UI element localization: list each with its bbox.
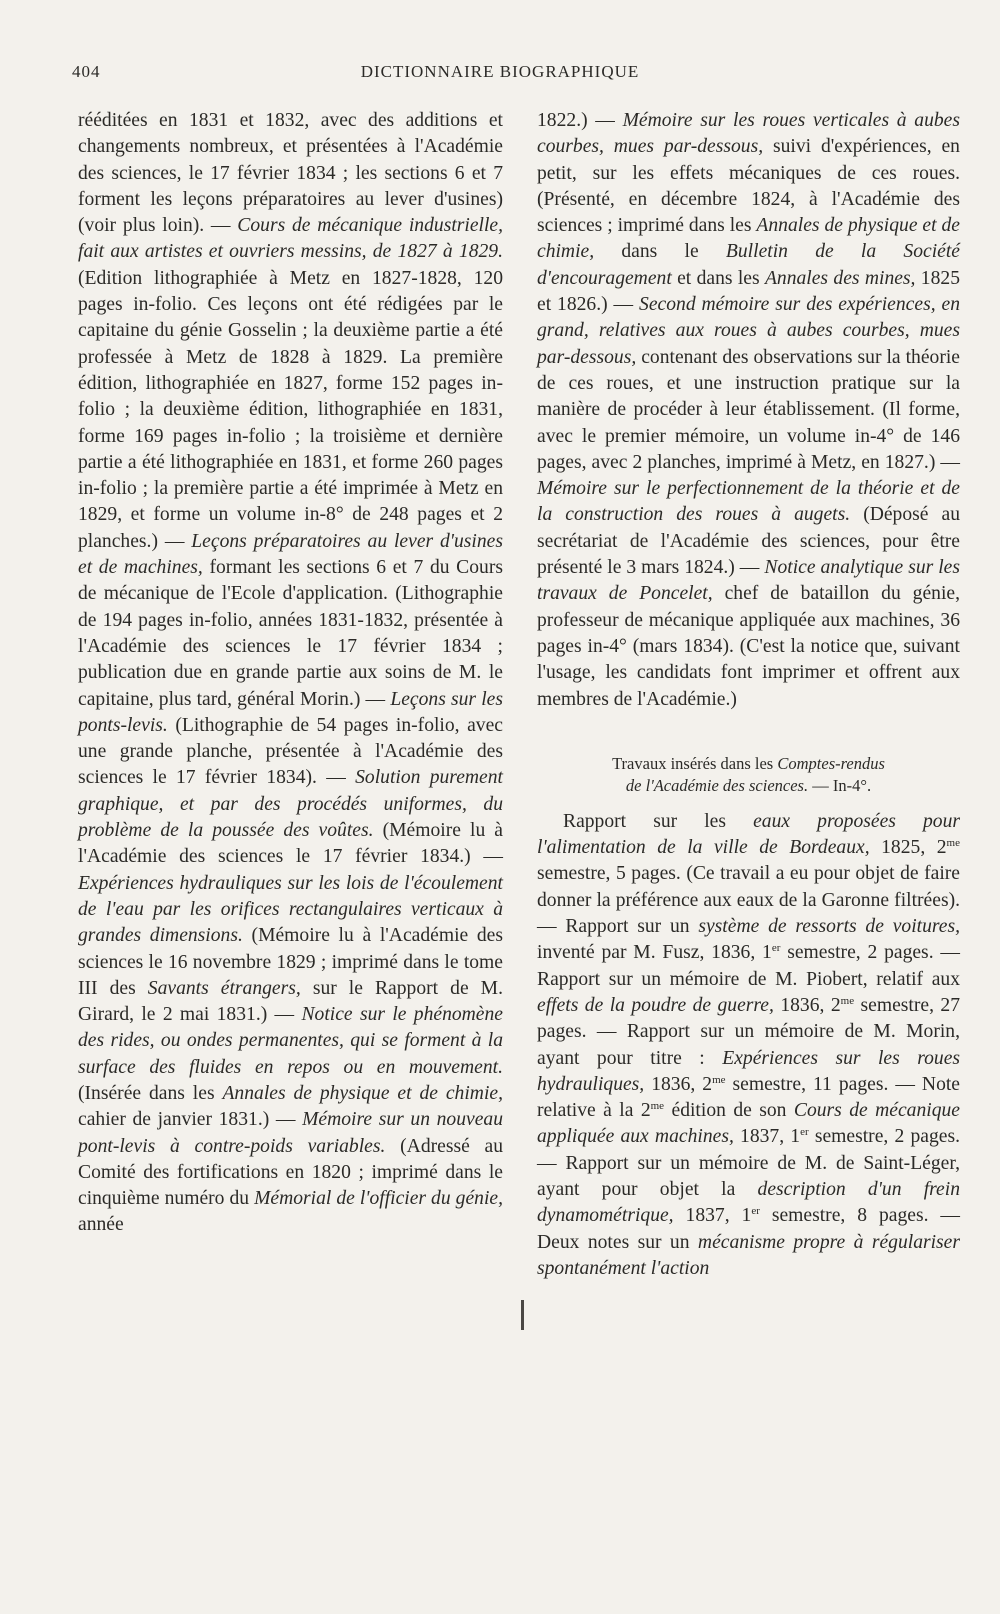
right-column-top-run: Annales des mines, — [764, 267, 916, 289]
running-head — [72, 62, 928, 88]
right-column-bottom-run: système de ressorts de voitures, — [698, 916, 960, 938]
right-column-top-run: 1825 et 1826.) — — [537, 267, 960, 316]
right-column-bottom-run: er — [751, 1205, 760, 1218]
right-column-top-run: Bulletin de la Société d'encouragement — [537, 241, 960, 289]
left-column-run: (Edition lithographiée à Metz en 1827-1828, 120 pages in-folio. Ces leçons ont été rédigées par le capitaine du génie Gosselin ; la deuxième partie a été professée à Metz de 1828 à 1829. La première édition, lithographiée en 1827, forme 152 pages in-folio ; la deuxième édition, lithographiée en 1831, forme 169 pages in-folio ; la troisième et dernière partie a été lithographiée en 1831, et forme 260 pages in-folio ; la première partie a été imprimée à Metz en 1829, et forme un volume in-8° de 248 pages et 2 planches.) — — [78, 267, 503, 552]
right-column-top-run: suivi d'expériences, en petit, sur les effets mécaniques de ces roues. (Présenté, en décembre 1824, à l'Académie des sciences ; imprimé dans les — [537, 136, 960, 237]
left-column — [78, 108, 503, 1239]
right-column-bottom-run: semestre, 2 pages. — Rapport sur un mémoire de M. de Saint-Léger, ayant pour objet la — [537, 1126, 960, 1200]
right-column-top-run: Annales de physique et de chimie, — [537, 215, 960, 263]
section-heading-italic-1: Comptes-rendus — [777, 753, 885, 773]
right-column-bottom-run: me — [712, 1073, 726, 1086]
running-title: DICTIONNAIRE BIOGRAPHIQUE — [360, 62, 640, 81]
margin-rule — [521, 1300, 524, 1330]
right-column-top-run: dans le — [594, 241, 726, 263]
right-column-bottom-run: 1836, 2 — [644, 1073, 713, 1095]
left-column-run: Leçons sur les ponts-levis. — [78, 688, 503, 736]
section-heading-plain-1: Travaux insérés dans les — [612, 753, 778, 773]
section-heading-plain-2: — In-4°. — [808, 775, 872, 795]
right-column-bottom-run: Expériences sur les roues hydrauliques, — [537, 1047, 961, 1095]
right-column-bottom-run: er — [771, 942, 781, 955]
left-column-run: Annales de physique et de chimie, — [222, 1082, 503, 1104]
right-column-top-run: 1822.) — — [537, 110, 623, 131]
left-column-run: rééditées en 1831 et 1832, avec des additions et changements nombreux, et présentées à l'Académie des sciences, le 17 février 1834 ; les sections 6 et 7 forment les leçons préparatoires au lever d'usines) (voir plus loin). — — [78, 110, 503, 237]
right-column-bottom-run: me — [840, 994, 855, 1007]
right-column-bottom-run: me — [650, 1100, 665, 1113]
right-column-bottom-run: er — [800, 1126, 809, 1139]
left-column-run: Cours de mécanique industrielle, fait aux artistes et ouvriers messins, de 1827 à 1829. — [78, 215, 504, 263]
right-column-bottom-run: semestre, 27 pages. — Rapport sur un mémoire de M. Morin, ayant pour titre : — [537, 994, 961, 1069]
right-column-bottom-run: description d'un frein dynamométrique, — [537, 1178, 960, 1227]
left-column-run: (Mémoire lu à l'Académie des sciences le 16 novembre 1829 ; imprimé dans le tome III des — [78, 925, 503, 999]
left-column-text — [78, 108, 503, 1239]
right-column-top-run: contenant des observations sur la théorie de ces roues, et une instruction pratique sur la manière de procéder à leur établissement. (Il forme, avec le premier mémoire, un volume in-4° de 146 pages, avec 2 planches, imprimé à Metz, en 1827.) — — [537, 346, 960, 473]
right-column-bottom-run: effets de la poudre de guerre, — [537, 994, 774, 1016]
left-column-run: Leçons préparatoires au lever d'usines et de machines, — [78, 530, 503, 579]
left-column-run: (Insérée dans les — [78, 1082, 223, 1104]
right-column-top-run: Mémoire sur le perfectionnement de la théorie et de la construction des roues à augets. — [537, 478, 960, 526]
right-column-top-run: et dans les — [671, 267, 765, 289]
left-column-run: (Lithographie de 54 pages in-folio, avec une grande planche, présentée à l'Académie des sciences le 17 février 1834). — — [78, 714, 503, 789]
right-column-bottom-run: 1837, 1 — [733, 1126, 801, 1148]
right-column-top-run: Second mémoire sur des expériences, en grand, relatives aux roues à aubes courbes, mues par-dessous, — [537, 294, 960, 368]
right-column-bottom-run: semestre, 5 pages. (Ce travail a eu pour objet de faire donner la préférence aux eaux de la Garonne filtrées). — Rapport sur un — [537, 863, 960, 938]
right-column-bottom-run: semestre, 2 pages. — Rapport sur un mémoire de M. Piobert, relatif aux — [537, 942, 960, 990]
left-column-run: année — [78, 1214, 124, 1236]
right-column-top-run: Mémoire sur les roues verticales à aubes courbes, mues par-dessous, — [537, 110, 960, 158]
section-heading-italic-2: de l'Académie des sciences. — [625, 775, 809, 795]
right-column-text-top — [537, 108, 960, 713]
left-column-run: Savants étrangers, — [147, 977, 301, 999]
right-column-top-run: chef de bataillon du génie, professeur de mécanique appliquée aux machines, 36 pages in-4° (mars 1834). (C'est la notice que, suivant l'usage, les candidats font imprimer et offrent aux membres de l'Académie.) — [537, 583, 960, 710]
page-number: 404 — [72, 62, 101, 81]
right-column-bottom-run: mécanisme propre à régulariser spontanément l'action — [537, 1231, 961, 1279]
left-column-run: sur le Rapport de M. Girard, le 2 mai 1831.) — — [78, 977, 503, 1026]
right-column-bottom-run: eaux proposées pour l'alimentation de la ville de Bordeaux, — [537, 810, 960, 859]
right-column-bottom-run: inventé par M. Fusz, 1836, 1 — [537, 942, 772, 964]
left-column-run: cahier de janvier 1831.) — — [78, 1109, 303, 1131]
right-column-bottom-run: Rapport sur les — [563, 810, 754, 832]
right-column-bottom-run: semestre, 11 pages. — Note relative à la 2 — [537, 1073, 961, 1122]
right-column-top-run: (Déposé au secrétariat de l'Académie des sciences, pour être présenté le 3 mars 1824.) — — [537, 504, 961, 579]
left-column-run: Mémorial de l'officier du génie, — [254, 1188, 503, 1210]
left-column-run: Expériences hydrauliques sur les lois de l'écoulement de l'eau par les orifices rectangulaires verticaux à grandes dimensions. — [78, 872, 503, 947]
right-column-bottom-run: me — [946, 837, 960, 850]
right-column-bottom-run: Cours de mécanique appliquée aux machines, — [537, 1100, 960, 1148]
right-column-bottom-run: semestre, 8 pages. — Deux notes sur un — [537, 1205, 960, 1253]
left-column-run: formant les sections 6 et 7 du Cours de mécanique de l'Ecole d'application. (Lithographie de 194 pages in-folio, années 1831-1832, présentée à l'Académie des sciences le 17 février 1834 ; publication due en grande partie aux soins de M. le capitaine, plus tard, général Morin.) — — [78, 557, 503, 710]
right-column-bottom-run: 1837, 1 — [673, 1205, 752, 1227]
right-column-top-run: Notice analytique sur les travaux de Poncelet, — [537, 557, 960, 605]
left-column-run: (Adressé au Comité des fortifications en 1820 ; imprimé dans le cinquième numéro du — [78, 1135, 504, 1210]
right-column-bottom-run: 1836, 2 — [773, 994, 841, 1016]
section-heading — [537, 753, 960, 797]
right-column — [537, 108, 960, 1282]
left-column-run: Mémoire sur un nouveau pont-levis à contre-poids variables. — [78, 1109, 503, 1157]
right-column-bottom-run: 1825, 2 — [869, 837, 947, 859]
right-column-text-bottom — [537, 809, 960, 1282]
left-column-run: Solution purement graphique, et par des procédés uniformes, du problème de la poussée des voûtes. — [78, 767, 503, 842]
left-column-run: (Mémoire lu à l'Académie des sciences le 17 février 1834.) — — [78, 820, 504, 868]
right-column-bottom-run: édition de son — [664, 1100, 794, 1122]
left-column-run: Notice sur le phénomène des rides, ou ondes permanentes, qui se forment à la surface des fluides en repos ou en mouvement. — [78, 1004, 503, 1078]
